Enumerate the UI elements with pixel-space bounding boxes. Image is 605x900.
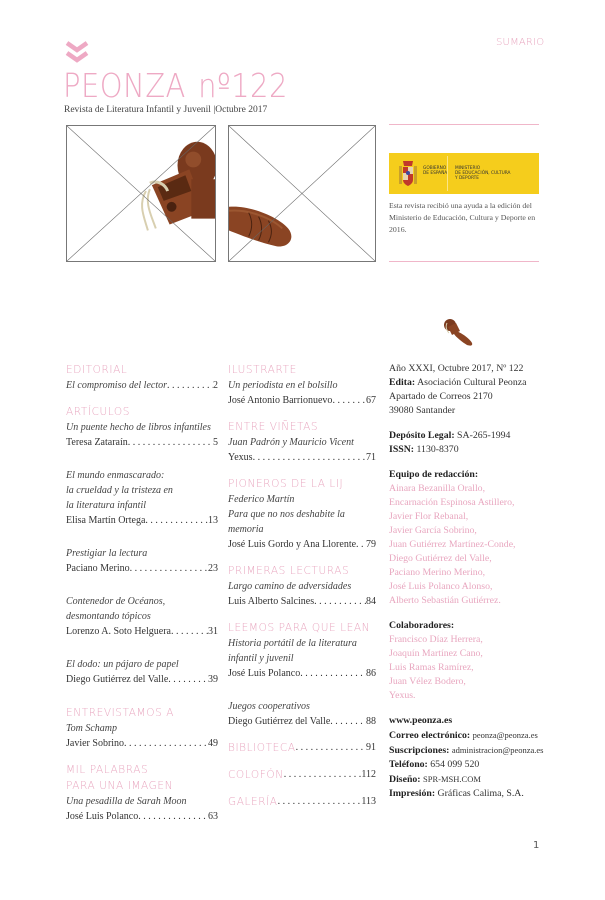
toc-entry-author: Lorenzo A. Soto Helguera [66,626,171,637]
gov-text-line: GOBIERNO [423,166,447,171]
address-line: 39080 Santander [389,405,456,416]
subscriptions-line [389,743,589,758]
toc-entry-title: Un puente hecho de libros infantiles [66,422,211,433]
toc-entry-title: desmontando tópicos [66,611,151,622]
section-label: SUMARIO [496,37,545,48]
gov-text [423,166,447,176]
value: Asociación Cultural Peonza [417,377,527,388]
team-member: Alberto Sebastián Gutiérrez. [389,595,501,606]
toc-column-2 [228,362,376,810]
ministry-text-line: DE EDUCACIÓN, CULTURA [455,171,511,176]
editorial-team-heading [389,468,589,482]
sponsor-note: Esta revista recibió una ayuda a la edición del Ministerio de Educación, Cultura y Deporte en 2016. [389,201,536,234]
design-line [389,772,589,787]
toc-heading-biblioteca: BIBLIOTECA [228,742,296,754]
label: Diseño: [389,774,421,785]
peonza-top-photo [66,125,216,262]
toc-entry-title: Juan Padrón y Mauricio Vicent [228,437,354,448]
government-sponsor-logo [389,153,539,194]
toc-entry[interactable] [66,378,218,393]
toc-heading-entrevistamos: ENTREVISTAMOS A [66,707,175,719]
toc-entry-title: Contenedor de Océanos, [66,596,166,607]
toc-entry-title: Prestigiar la lectura [66,548,148,559]
page-number-footer: 1 [533,840,540,851]
toc-heading-primeras-lecturas: PRIMERAS LECTURAS [228,565,350,577]
leader-dots [128,435,213,450]
toc-entry-author: José Luis Polanco [66,811,139,822]
toc-heading-pioneros: PIONEROS DE LA LIJ [228,478,344,490]
team-member: Ainara Bezanilla Orallo, [389,483,486,494]
leader-dots [145,513,208,528]
label: Impresión: [389,788,436,799]
toc-entry[interactable] [66,672,218,687]
page-number: 86 [366,668,376,679]
toc-entry-title: El mundo enmascarado: [66,470,165,481]
toc-entry-title: Una pesadilla de Sarah Moon [66,796,187,807]
ministry-text-line: MINISTERIO [455,166,481,171]
magazine-subtitle: Revista de Literatura Infantil y Juvenil |Octubre 2017 [64,105,268,115]
leader-dots [284,767,362,783]
toc-entry-author: José Luis Gordo y Ana Llorente [228,539,357,550]
page-number: 88 [366,716,376,727]
leader-dots [167,378,213,393]
label: Teléfono: [389,759,428,770]
magazine-name: PEONZA [63,66,186,105]
page-number: 112 [361,769,376,780]
label: Correo electrónico: [389,730,471,741]
spinning-top-tip-illustration [229,207,291,247]
toc-entry-title: Juegos cooperativos [228,701,310,712]
toc-entry-title: Para que no nos deshabite la memoria [228,509,345,535]
divider-top [389,124,539,125]
double-chevron-down-icon [64,40,90,66]
legal-deposit-line [389,429,589,443]
team-member: Javier García Sobrino, [389,525,477,536]
ministry-text [455,166,511,181]
email-link[interactable]: peonza@peonza.es [472,730,538,740]
leader-dots [171,624,208,639]
collaborator: Juan Vélez Bodero, [389,676,466,687]
toc-entry-title: Federico Martín [228,494,295,505]
toc-entry-author: Luis Alberto Salcines [228,596,315,607]
divider-bottom [389,261,539,262]
gov-text-line: DE ESPAÑA [423,171,448,176]
collaborator: Luis Ramas Ramírez, [389,662,474,673]
page-number: 23 [208,563,218,574]
leader-dots [296,740,366,756]
spinning-top-icon [442,315,476,349]
toc-column-1 [66,362,218,824]
page-number: 91 [366,742,376,753]
team-member: Encarnación Espinosa Astillero, [389,497,515,508]
leader-dots [138,809,208,824]
issn-line [389,443,589,457]
toc-entry-title: El dodo: un pájaro de papel [66,659,179,670]
toc-entry-author: Teresa Zataraín [66,437,128,448]
toc-entry[interactable] [228,666,376,681]
toc-entry-author: Diego Gutiérrez del Valle [228,716,331,727]
address-line: Apartado de Correos 2170 [389,391,493,402]
label: ISSN: [389,444,415,455]
toc-entry-author: Diego Gutiérrez del Valle [66,674,169,685]
leader-dots [330,714,366,729]
leader-dots [168,672,208,687]
collaborator: Yexus. [389,690,416,701]
printing-line [389,787,589,801]
page-number: 31 [208,626,218,637]
page-number: 39 [208,674,218,685]
value: SA-265-1994 [457,430,511,441]
magazine-title [63,66,288,106]
toc-entry[interactable] [228,393,376,408]
page-number: 84 [366,596,376,607]
issue-number: nº122 [198,66,288,105]
publisher-line [389,376,589,390]
label: Suscripciones: [389,745,450,756]
toc-heading-colofon: COLOFÓN [228,769,284,781]
page-number: 13 [208,515,218,526]
toc-entry-author: Yexus [228,452,253,463]
page-number: 49 [208,738,218,749]
page-number: 2 [213,380,218,391]
leader-dots [332,393,366,408]
toc-entry-title: Historia portátil de la literatura [228,638,357,649]
leader-dots [124,736,208,751]
toc-entry-title: Largo camino de adversidades [228,581,352,592]
toc-entry-author: Paciano Merino [66,563,130,574]
toc-entry-author: Javier Sobrino [66,738,125,749]
credits-column [389,362,589,801]
toc-entry-biblioteca[interactable] [228,740,376,756]
toc-entry[interactable] [66,513,218,528]
toc-heading-galeria: GALERÍA [228,796,278,808]
toc-entry-title: la literatura infantil [66,500,147,511]
leader-dots [356,537,366,552]
label: Depósito Legal: [389,430,455,441]
toc-entry-author: José Antonio Barrionuevo [228,395,333,406]
toc-heading-entre-vinetas: ENTRE VIÑETAS [228,421,319,433]
website-url: www.peonza.es [389,715,453,726]
toc-heading-leemos: LEEMOS PARA QUE LEAN [228,622,371,634]
page-number: 79 [366,539,376,550]
spain-coat-of-arms-icon [397,158,419,189]
team-member: Javier Flor Rebanal, [389,511,469,522]
toc-heading-ilustrarte: ILUSTRARTE [228,364,297,376]
toc-entry[interactable] [66,435,218,450]
toc-entry-title: infantil y juvenil [228,653,294,664]
label: Equipo de redacción: [389,469,479,480]
value: Gráficas Calima, S.A. [437,788,524,799]
page-number: 113 [361,796,376,807]
team-member: José Luis Polanco Alonso, [389,581,493,592]
team-member: Juan Gutiérrez Martínez-Conde, [389,539,516,550]
toc-heading-mil-palabras: MIL PALABRAS [66,764,149,776]
page-number: 63 [208,811,218,822]
team-member: Paciano Merino Merino, [389,567,486,578]
value: 654 099 520 [430,759,480,770]
toc-entry-galeria[interactable] [228,794,376,810]
label: Edita: [389,377,416,388]
toc-entry-title: El compromiso del lector [66,380,168,391]
subscriptions-email-link[interactable]: administracion@peonza.es [451,745,544,755]
collaborators-heading [389,619,589,633]
toc-heading-mil-palabras-2: PARA UNA IMAGEN [66,780,174,792]
issue-line: Año XXXI, Octubre 2017, Nº 122 [389,363,524,374]
toc-entry-title: la crueldad y la tristeza en [66,485,173,496]
page-number: 71 [366,452,376,463]
phone-line [389,758,589,772]
toc-entry[interactable] [66,561,218,576]
toc-heading-editorial: EDITORIAL [66,364,128,376]
email-line [389,728,589,743]
toc-entry-title: Tom Schamp [66,723,118,734]
collaborator: Francisco Díaz Herrera, [389,634,483,645]
toc-entry-colofon[interactable] [228,767,376,783]
toc-heading-articulos: ARTÍCULOS [66,406,131,418]
leader-dots [314,594,366,609]
collaborator: Joaquín Martínez Cano, [389,648,483,659]
toc-entry[interactable] [228,537,376,552]
toc-entry-title: Un periodista en el bolsillo [228,380,338,391]
peonza-tip-photo [228,125,376,262]
leader-dots [300,666,366,681]
toc-entry[interactable] [228,714,376,729]
leader-dots [130,561,208,576]
value: 1130-8370 [416,444,459,455]
spinning-top-illustration [142,142,215,231]
banner-divider [447,156,448,191]
toc-entry[interactable] [66,736,218,751]
toc-entry-author: José Luis Polanco [228,668,301,679]
leader-dots [278,794,362,810]
leader-dots [253,450,366,465]
toc-entry[interactable] [66,809,218,824]
page-number: 67 [366,395,376,406]
toc-entry-author: Elisa Martín Ortega [66,515,146,526]
page-number: 5 [213,437,218,448]
label: Colaboradores: [389,620,455,631]
toc-entry[interactable] [228,594,376,609]
toc-entry[interactable] [66,624,218,639]
value: SPR-MSH.COM [423,774,481,784]
toc-entry[interactable] [228,450,376,465]
team-member: Diego Gutiérrez del Valle, [389,553,492,564]
ministry-text-line: Y DEPORTE [455,176,479,181]
website-link[interactable] [389,714,589,728]
